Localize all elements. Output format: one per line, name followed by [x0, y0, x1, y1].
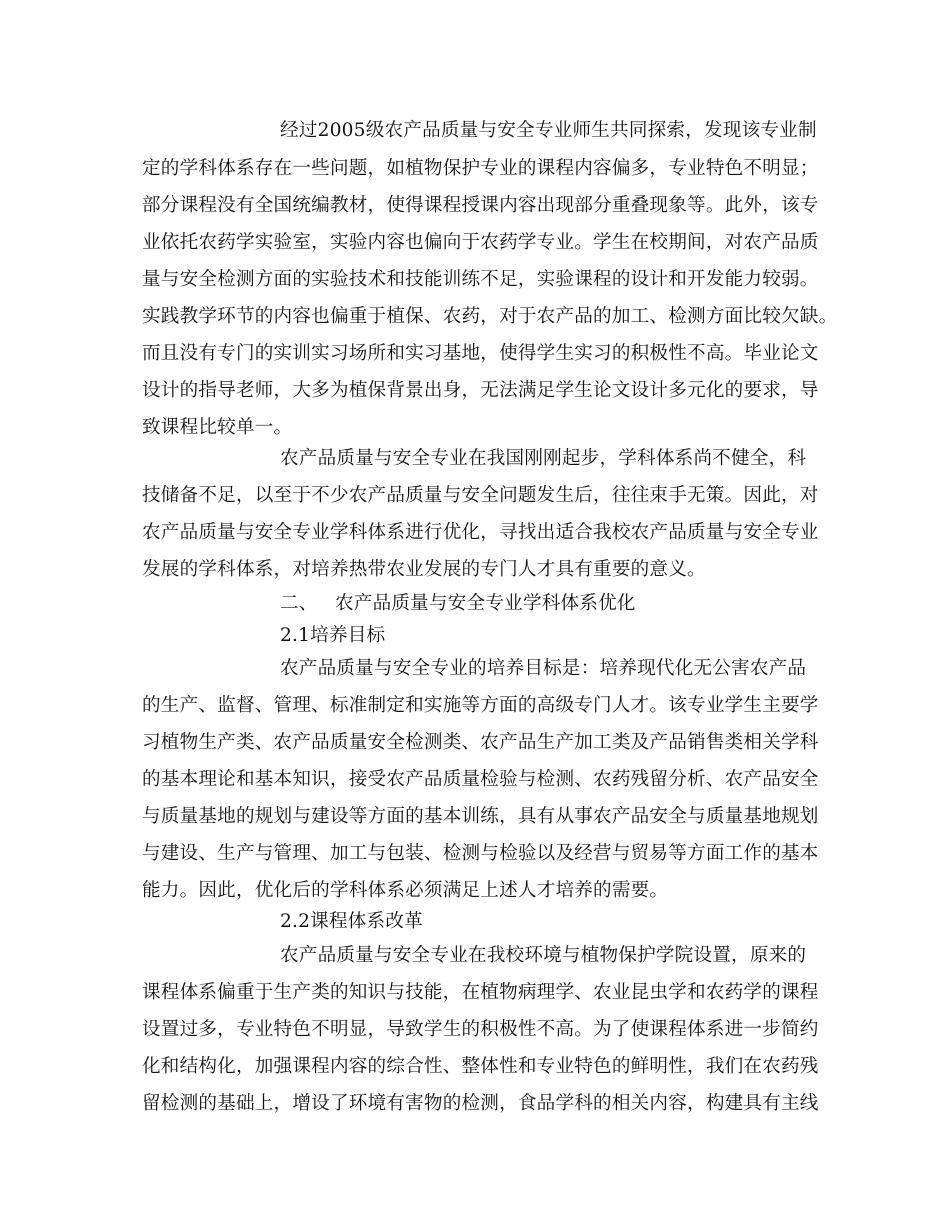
- text-line: 课程体系偏重于生产类的知识与技能，在植物病理学、农业昆虫学和农药学的课程: [142, 982, 819, 1003]
- text-line: 的生产、监督、管理、标准制定和实施等方面的高级专门人才。该专业学生主要学: [142, 695, 819, 716]
- text-line: 农产品质量与安全专业的培养目标是：培养现代化无公害农产品: [280, 658, 807, 679]
- subheading-2-2: 2.2课程体系改革: [280, 911, 423, 932]
- text-line: 定的学科体系存在一些问题，如植物保护专业的课程内容偏多，专业特色不明显；: [142, 158, 819, 179]
- text-line: 设置过多，专业特色不明显，导致学生的积极性不高。为了使课程体系进一步简约: [142, 1019, 819, 1040]
- text-line: 与质量基地的规划与建设等方面的基本训练，具有从事农产品安全与质量基地规划: [142, 806, 819, 827]
- text-line: 农产品质量与安全专业在我国刚刚起步，学科体系尚不健全，科: [280, 448, 807, 469]
- text-line: 设计的指导老师，大多为植保背景出身，无法满足学生论文设计多元化的要求，导: [142, 380, 819, 401]
- text-line: 能力。因此，优化后的学科体系必须满足上述人才培养的需要。: [142, 880, 669, 901]
- text-line: 的基本理论和基本知识，接受农产品质量检验与检测、农药残留分析、农产品安全: [142, 769, 819, 790]
- text-line: 量与安全检测方面的实验技术和技能训练不足，实验课程的设计和开发能力较弱。: [142, 269, 819, 290]
- text-line: 业依托农药学实验室，实验内容也偏向于农药学专业。学生在校期间，对农产品质: [142, 232, 819, 253]
- text-line: 农产品质量与安全专业在我校环境与植物保护学院设置，原来的: [280, 945, 807, 966]
- section-heading: [280, 587, 636, 621]
- text-line: 部分课程没有全国统编教材，使得课程授课内容出现部分重叠现象等。此外，该专: [142, 195, 819, 216]
- subheading-2-1: 2.1培养目标: [280, 625, 386, 646]
- text-line: 与建设、生产与管理、加工与包装、检测与检验以及经营与贸易等方面工作的基本: [142, 843, 819, 864]
- section-title: 农产品质量与安全专业学科体系优化: [335, 593, 636, 614]
- text-line: 经过2005级农产品质量与安全专业师生共同探索，发现该专业制: [280, 120, 817, 141]
- text-line: 技储备不足，以至于不少农产品质量与安全问题发生后，往往束手无策。因此，对: [142, 485, 819, 506]
- text-line: 农产品质量与安全专业学科体系进行优化，寻找出适合我校农产品质量与安全专业: [142, 522, 819, 543]
- section-number: 二、: [280, 593, 318, 614]
- text-line: 而且没有专门的实训实习场所和实习基地，使得学生实习的积极性不高。毕业论文: [142, 343, 819, 364]
- text-line: 化和结构化，加强课程内容的综合性、整体性和专业特色的鲜明性，我们在农药残: [142, 1056, 819, 1077]
- text-line: 实践教学环节的内容也偏重于植保、农药，对于农产品的加工、检测方面比较欠缺。: [142, 306, 838, 327]
- text-line: 习植物生产类、农产品质量安全检测类、农产品生产加工类及产品销售类相关学科: [142, 732, 819, 753]
- text-line: 留检测的基础上，增设了环境有害物的检测，食品学科的相关内容，构建具有主线: [142, 1093, 819, 1114]
- text-line: 发展的学科体系，对培养热带农业发展的专门人才具有重要的意义。: [142, 559, 706, 580]
- text-line: 致课程比较单一。: [142, 417, 293, 438]
